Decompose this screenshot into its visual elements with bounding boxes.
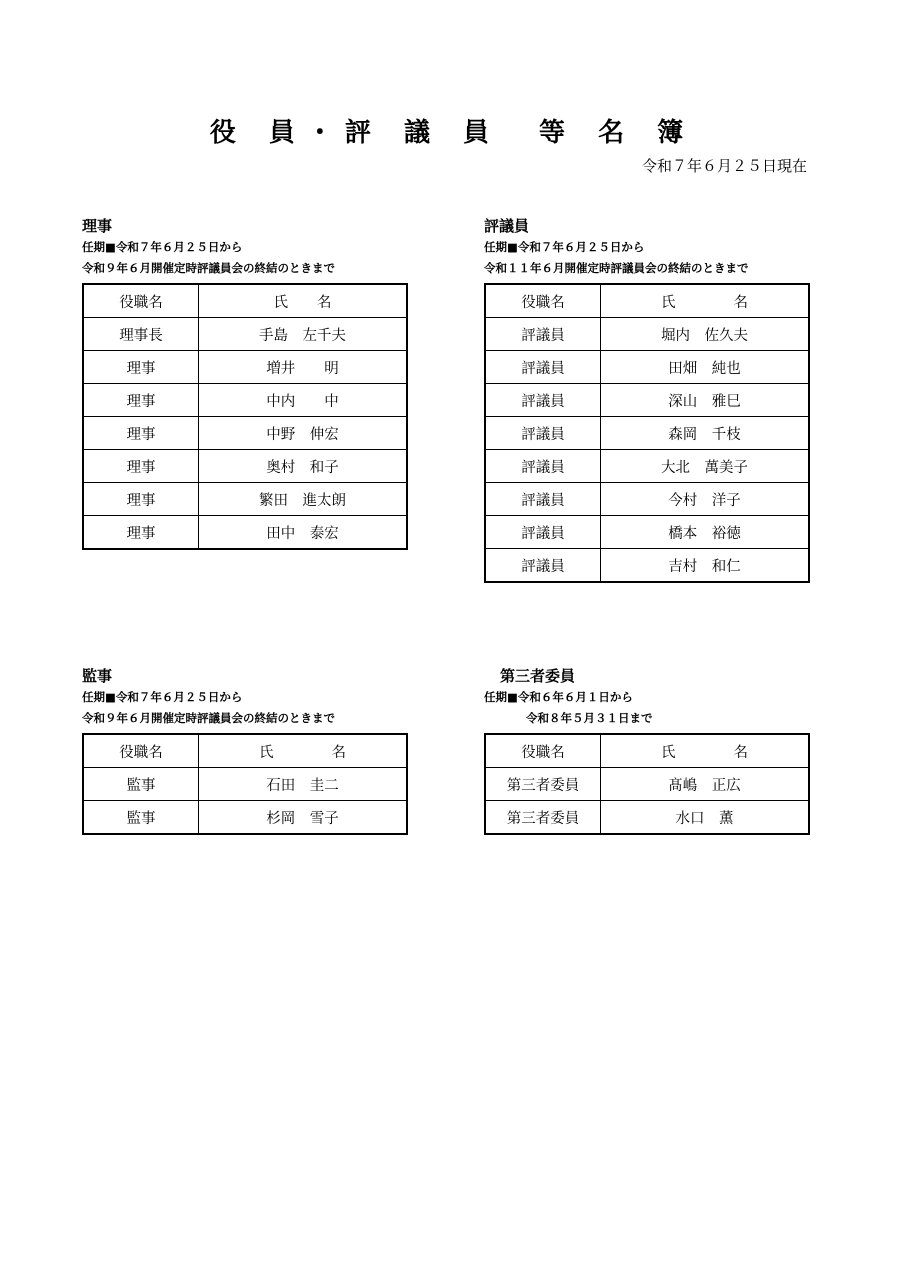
third-party-section: [484, 665, 810, 835]
role-cell: 評議員: [485, 351, 601, 384]
name-cell: 中内 中: [199, 384, 408, 417]
role-cell: 評議員: [485, 549, 601, 583]
name-cell: 森岡 千枝: [601, 417, 810, 450]
name-cell: 堀内 佐久夫: [601, 318, 810, 351]
table-row: [485, 516, 809, 549]
table-row: [485, 417, 809, 450]
name-cell: 吉村 和仁: [601, 549, 810, 583]
table-header-row: [83, 734, 407, 768]
role-cell: 理事: [83, 450, 199, 483]
header-role: 役職名: [485, 734, 601, 768]
table-row: [83, 351, 407, 384]
header-name: 氏 名: [199, 284, 408, 318]
name-cell: 石田 圭二: [199, 768, 408, 801]
directors-table: [82, 283, 408, 550]
table-row: [485, 801, 809, 835]
role-cell: 理事: [83, 483, 199, 516]
table-header-row: [485, 284, 809, 318]
role-cell: 評議員: [485, 384, 601, 417]
table-row: [83, 801, 407, 835]
councilors-table: [484, 283, 810, 583]
table-row: [83, 318, 407, 351]
councilors-section: [484, 215, 810, 583]
directors-section: [82, 215, 408, 550]
table-row: [83, 516, 407, 550]
name-cell: 髙嶋 正広: [601, 768, 810, 801]
table-row: [83, 384, 407, 417]
auditors-section: [82, 665, 408, 835]
name-cell: 大北 萬美子: [601, 450, 810, 483]
name-cell: 中野 伸宏: [199, 417, 408, 450]
header-role: 役職名: [485, 284, 601, 318]
role-cell: 評議員: [485, 450, 601, 483]
table-row: [485, 318, 809, 351]
role-cell: 第三者委員: [485, 768, 601, 801]
header-name: 氏 名: [601, 284, 810, 318]
table-row: [485, 768, 809, 801]
name-cell: 深山 雅巳: [601, 384, 810, 417]
table-row: [485, 351, 809, 384]
role-cell: 理事: [83, 351, 199, 384]
term-end: 令和９年６月開催定時評議員会の終結のときまで: [82, 711, 335, 725]
role-cell: 第三者委員: [485, 801, 601, 835]
header-name: 氏 名: [601, 734, 810, 768]
section-heading: 第三者委員: [500, 667, 576, 685]
name-cell: 奥村 和子: [199, 450, 408, 483]
table-row: [83, 483, 407, 516]
table-row: [485, 384, 809, 417]
term-start: 任期■令和７年６月２５日から: [82, 690, 243, 704]
table-row: [83, 768, 407, 801]
name-cell: 水口 薫: [601, 801, 810, 835]
role-cell: 評議員: [485, 318, 601, 351]
header-role: 役職名: [83, 284, 199, 318]
role-cell: 監事: [83, 801, 199, 835]
term-start: 任期■令和６年６月１日から: [484, 690, 633, 704]
header-name: 氏 名: [199, 734, 408, 768]
role-cell: 理事: [83, 384, 199, 417]
name-cell: 田中 泰宏: [199, 516, 408, 550]
as-of-date: 令和７年６月２５日現在: [641, 157, 807, 175]
term-end: 令和８年５月３１日まで: [526, 711, 653, 725]
term-end: 令和１１年６月開催定時評議員会の終結のときまで: [484, 261, 749, 275]
role-cell: 理事長: [83, 318, 199, 351]
role-cell: 評議員: [485, 516, 601, 549]
name-cell: 今村 洋子: [601, 483, 810, 516]
auditors-table: [82, 733, 408, 835]
table-header-row: [485, 734, 809, 768]
name-cell: 増井 明: [199, 351, 408, 384]
name-cell: 橋本 裕徳: [601, 516, 810, 549]
table-row: [485, 549, 809, 583]
table-row: [83, 450, 407, 483]
name-cell: 繁田 進太朗: [199, 483, 408, 516]
section-heading: 監事: [82, 667, 113, 685]
name-cell: 杉岡 雪子: [199, 801, 408, 835]
section-heading: 評議員: [484, 217, 530, 235]
header-role: 役職名: [83, 734, 199, 768]
term-start: 任期■令和７年６月２５日から: [82, 240, 243, 254]
third-party-table: [484, 733, 810, 835]
table-row: [83, 417, 407, 450]
name-cell: 田畑 純也: [601, 351, 810, 384]
term-start: 任期■令和７年６月２５日から: [484, 240, 645, 254]
role-cell: 監事: [83, 768, 199, 801]
term-end: 令和９年６月開催定時評議員会の終結のときまで: [82, 261, 335, 275]
page-title: 役 員・評 議 員 等 名 簿: [209, 118, 696, 148]
role-cell: 評議員: [485, 417, 601, 450]
table-header-row: [83, 284, 407, 318]
role-cell: 理事: [83, 417, 199, 450]
role-cell: 評議員: [485, 483, 601, 516]
table-row: [485, 483, 809, 516]
role-cell: 理事: [83, 516, 199, 550]
name-cell: 手島 左千夫: [199, 318, 408, 351]
section-heading: 理事: [82, 217, 113, 235]
table-row: [485, 450, 809, 483]
